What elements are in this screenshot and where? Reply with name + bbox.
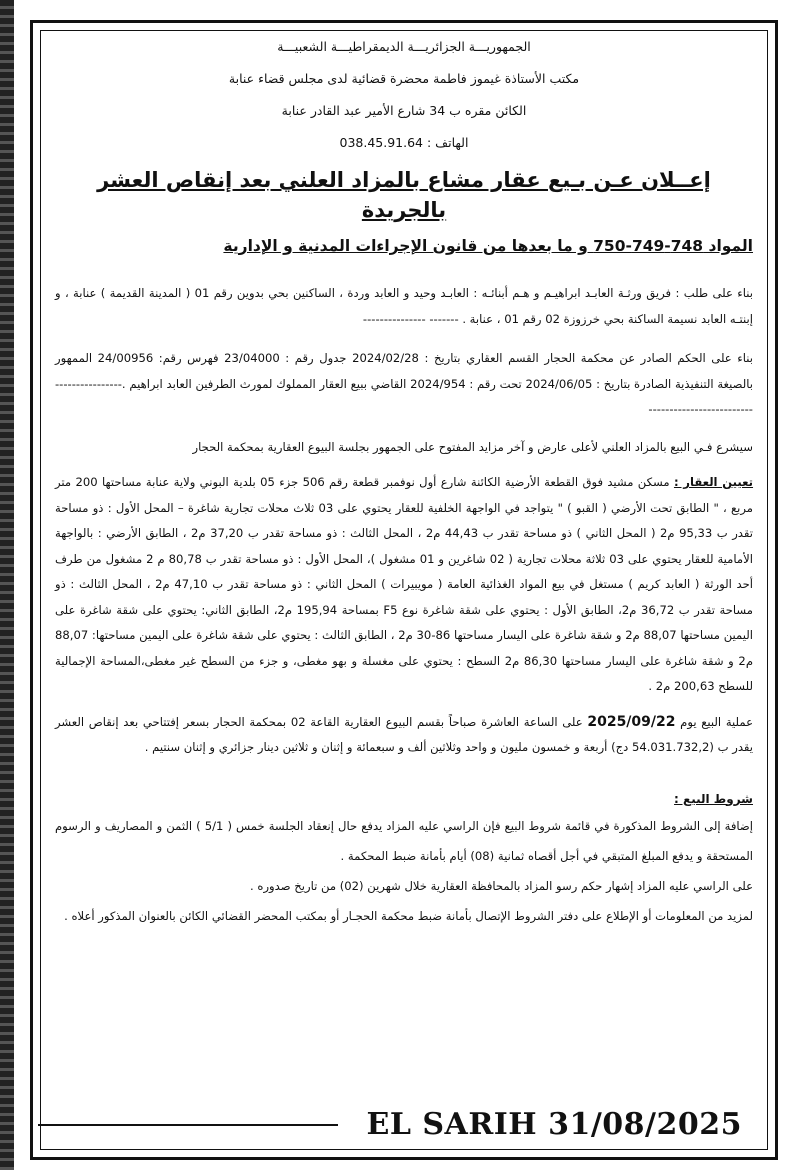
announcement-title: إعــلان عـن بـيع عقار مشاع بالمزاد العلني بعد إنقاص العشر بالجريدة bbox=[97, 168, 711, 222]
legal-articles: المواد 748-749-750 و ما بعدها من قانون الإجراءات المدنية و الإدارية bbox=[223, 237, 753, 255]
property-description: مسكن مشيد فوق القطعة الأرضية الكائنة شارع أول نوفمبر قطعة رقم 506 جزء 05 بلدية البوني ولاية عنابة مساحتها 200 متر مربع ، " الطابق تحت الأرضي ( القبو ) " يتواجد في الواجهة الخلفية للعقار يحتوي على 03 ثلاث محلات تجارية شاغرة – المحل الأول : ذو مساحة تقدر ب 95,33 م2 ( المحل الثاني ) ذو مساحة تقدر ب 44,43 م2 ، المحل الثالث : ذو مساحة تقدر ب 37,20 م2 ، الطابق الأرضي : بالواجهة الأمامية للعقار يحتوي على 03 ثلاثة محلات تجارية ( 02 شاغرين و 01 مشغول )، المحل الأول : ذو مساحة تقدر ب 80,78 م 2 مشغول من طرف أحد الورثة ( العابد كريم ) مستغل في بيع المواد الغذائية العامة ( مويبيرات ) المحل الثاني : ذو مساحة تقدر ب 47,10 م2 ، المحل الثالث : ذو مساحة تقدر ب 36,72 م2، الطابق الأول : يحتوي على شقة شاغرة نوع F5 بمساحة 195,94 م2، الطابق الثاني: يحتوي على شقة شاغرة على اليمين مساحتها 88,07 م2 و شقة شاغرة على اليسار مساحتها 86-30 م2 ، الطابق الثالث : يحتوي على شقة شاغرة على اليمين مساحتها: 88,07 م2 و شقة شاغرة على اليسار مساحتها 86,30 م2 السطح : يحتوي على مغسلة و بهو مغطى، و جزء من السطح غير مغطى،المساحة الإجمالية للسطح 200,63 م2 . bbox=[55, 475, 753, 693]
header-republic: الجمهوريـــة الجزائريـــة الديمقراطيـــة الشعبيـــة bbox=[277, 39, 531, 54]
footer-rule bbox=[38, 1124, 338, 1126]
paragraph-judgment: بناء على الحكم الصادر عن محكمة الحجار القسم العقاري بتاريخ : 2024/02/28 جدول رقم : 23/04000 فهرس رقم: 24/00956 الممهور بالصيغة التنفيذية الصادرة بتاريخ : 2024/06/05 تحت رقم : 2024/954 القاضي ببيع العقار المملوك لمورث الطرفين العابد ابراهيم .----------------------------------------- bbox=[55, 351, 753, 416]
header-address: الكائن مقره ب 34 شارع الأمير عبد القادر عنابة bbox=[281, 103, 527, 118]
paragraph-property bbox=[55, 470, 753, 700]
property-lead: تعيين العقار : bbox=[673, 475, 754, 489]
conditions-heading: شروط البيع : bbox=[674, 791, 753, 806]
sale-text-before: عملية البيع يوم bbox=[675, 714, 754, 729]
document-body bbox=[55, 31, 753, 931]
paragraph-request: بناء على طلب : فريق ورثـة العابـد ابراهيـم و هـم أبنائـه : العابـد وحيد و العابد وردة ، الساكنين بحي بدوين رقم 01 ( المدينة القديمة ) عنابة ، و إبنتـه العابد نسيمة الساكنة بحي خرزوزة 02 رقم 01 ، عنابة . ------- --------------- bbox=[55, 286, 753, 326]
sale-text-after: على الساعة العاشرة صباحاً بقسم البيوع العقارية القاعة 02 بمحكمة الحجار بسعر إفتتاحي بعد إنقاص العشر يقدر ب (54.031.732,2 دج) أربعة و خمسون مليون و واحد وثلاثين ألف و سبعمائة و إثنان و ثلاثين دينار جزائري و إثنان سنتيم . bbox=[55, 714, 753, 754]
publication-stamp: EL SARIH 31/08/2025 bbox=[366, 1107, 742, 1142]
header-phone-line bbox=[55, 127, 753, 159]
condition-publication: على الراسي عليه المزاد إشهار حكم رسو المزاد بالمحافظة العقارية خلال شهرين (02) من تاريخ صدوره . bbox=[250, 878, 753, 893]
condition-info: لمزيد من المعلومات أو الإطلاع على دفتر الشروط الإتصال بأمانة ضبط محكمة الحجـار أو بمكتب المحضر القضائي الكائن بالعنوان المذكور أعلاه . bbox=[64, 908, 753, 923]
sale-date: 2025/09/22 bbox=[587, 713, 676, 730]
header-office: مكتب الأستاذة غيموز فاطمة محضرة قضائية لدى مجلس قضاء عنابة bbox=[228, 71, 580, 86]
phone-number: 038.45.91.64 bbox=[339, 135, 424, 150]
paragraph-auction-start: سيشرع فـي البيع بالمزاد العلني لأعلى عارض و آخر مزايد المفتوح على الجمهور بجلسة البيوع العقارية بمحكمة الحجار bbox=[192, 439, 753, 454]
phone-label: الهاتف : bbox=[427, 135, 469, 150]
scan-edge-strip bbox=[0, 0, 14, 1170]
condition-payment: إضافة إلى الشروط المذكورة في قائمة شروط البيع فإن الراسي عليه المزاد يدفع حال إنعقاد الجلسة خمس ( 5/1 ) الثمن و المصاريف و الرسوم المستحقة و يدفع المبلغ المتبقي في أجل أقصاه ثمانية (08) أيام بأمانة ضبط المحكمة . bbox=[55, 818, 754, 863]
paragraph-sale-date bbox=[55, 710, 753, 761]
document-frame bbox=[30, 20, 778, 1160]
